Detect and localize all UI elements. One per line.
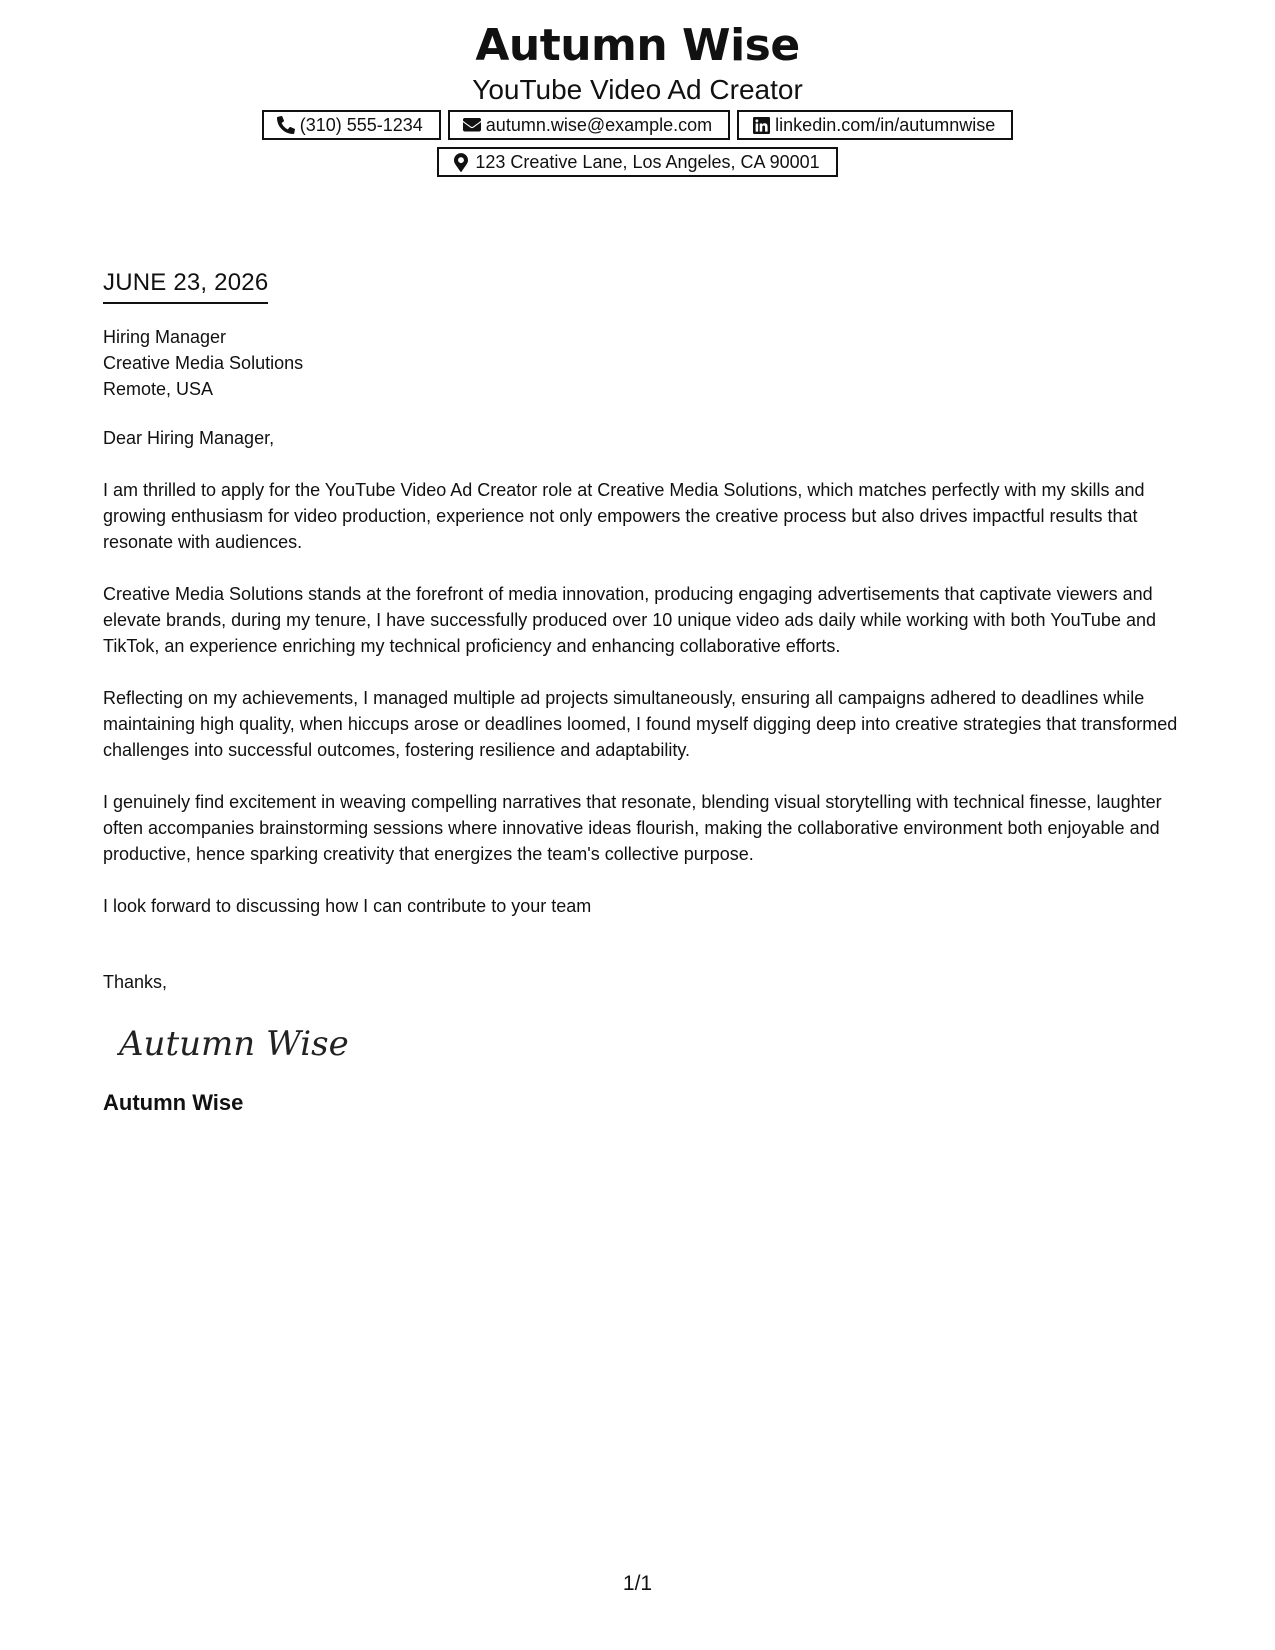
salutation: Dear Hiring Manager, — [103, 428, 275, 448]
envelope-icon — [462, 115, 482, 135]
paragraph: I am thrilled to apply for the YouTube Video Ad Creator role at Creative Media Solutions, which matches perfectly with my skills and growing enthusiasm for video production, experience not only empowers the creative process but also drives impactful results that resonate with audiences. — [103, 480, 1145, 552]
contact-row-address — [0, 147, 1275, 177]
applicant-role: YouTube Video Ad Creator — [472, 74, 803, 105]
map-marker-icon — [451, 152, 471, 172]
applicant-name: Autumn Wise — [475, 20, 800, 71]
email-text: autumn.wise@example.com — [485, 114, 713, 135]
paragraph: Creative Media Solutions stands at the forefront of media innovation, producing engaging advertisements that captivate viewers and elevate brands, during my tenure, I have successfully produced over 10 unique video ads daily while working with both YouTube and TikTok, an experience enriching my technical proficiency and enhancing collaborative efforts. — [103, 584, 1156, 656]
page-number: 1/1 — [622, 1572, 653, 1595]
recipient-company: Creative Media Solutions — [103, 353, 304, 373]
paragraph: I genuinely find excitement in weaving compelling narratives that resonate, blending visual storytelling with technical finesse, laughter often accompanies brainstorming sessions where innovative ideas flourish, making the collaborative environment both enjoyable and productive, hence sparking creativity that energizes the team's collective purpose. — [103, 792, 1162, 864]
contact-row — [0, 110, 1275, 140]
address-contact — [437, 147, 837, 177]
email-contact[interactable] — [448, 110, 730, 140]
phone-icon — [276, 115, 296, 135]
handwritten-signature — [117, 1013, 1178, 1075]
closing-line: I look forward to discussing how I can contribute to your team — [103, 896, 592, 916]
letter-header — [0, 18, 1275, 177]
letter-body — [103, 268, 1178, 1117]
phone-contact[interactable] — [262, 110, 441, 140]
paragraph: Reflecting on my achievements, I managed multiple ad projects simultaneously, ensuring all campaigns adhered to deadlines while maintaining high quality, when hiccups arose or deadlines loomed, I found myself digging deep into creative strategies that transformed challenges into successful outcomes, fostering resilience and adaptability. — [103, 688, 1178, 760]
letter-date: JUNE 23, 2026 — [103, 268, 268, 304]
linkedin-contact[interactable] — [737, 110, 1013, 140]
linkedin-icon — [751, 115, 771, 135]
linkedin-text: linkedin.com/in/autumnwise — [775, 114, 996, 135]
sign-off: Thanks, — [103, 972, 168, 992]
recipient-title: Hiring Manager — [103, 327, 227, 347]
phone-text: (310) 555-1234 — [299, 114, 423, 135]
signer-name: Autumn Wise — [103, 1090, 244, 1115]
recipient-location: Remote, USA — [103, 379, 214, 399]
address-text: 123 Creative Lane, Los Angeles, CA 90001 — [475, 151, 820, 172]
recipient-block — [103, 324, 1178, 402]
signature-glyphs: Autumn Wise — [119, 1024, 349, 1064]
